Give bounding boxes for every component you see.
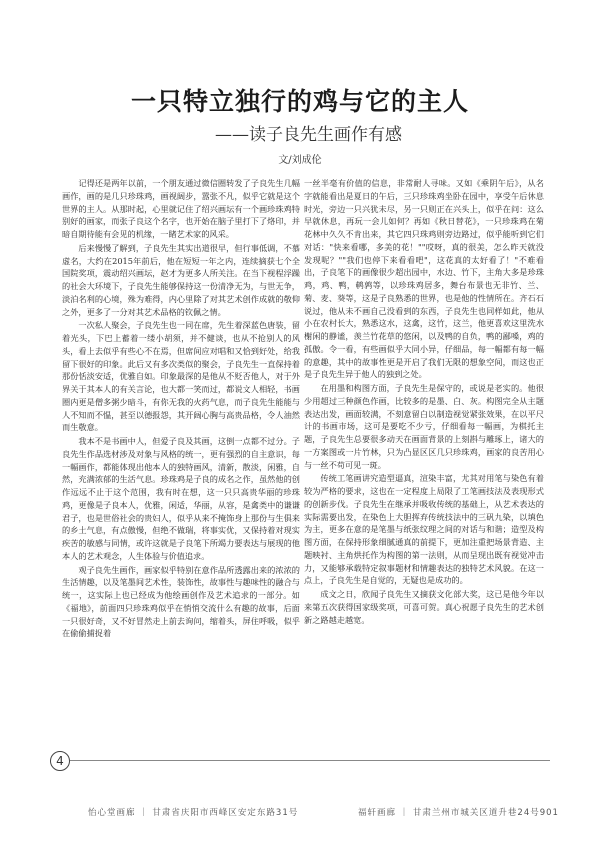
paragraph: 在用墨和构图方面，子良先生是保守的，或说是老实的。他很少用超过三种颜色作画，比较多的是墨、白、灰。构图完全从主题表达出发，画面较满，不刻意留白以制造视觉紧张效果，在以平尺计的书画市场，这可是要吃不少亏，仔细看每一幅画，为棋托主题，子良先生总要很多动天在画面背景的上刻斟与雕琢上，诸大的一方案图或一片竹林，只为凸显区区几只珍珠鸡，画家的良苦用心与一丝不苟可见一斑。	[304, 383, 544, 470]
article-subtitle: ——读子良先生画作有感	[215, 125, 402, 145]
article-byline: 文/刘成伦	[278, 155, 322, 166]
left-text-column	[62, 177, 300, 737]
footer-right-address: 福轩画廊 ｜ 甘肃兰州市城关区道升巷24号901	[358, 808, 559, 818]
footer-left-address: 怡心堂画廊 ｜ 甘肃省庆阳市西峰区安定东路31号	[88, 808, 299, 818]
paragraph: 我本不是书画中人，但爱子良及其画，这倒一点都不过分。子良先生作品选材涉及对象与风格的统一，更有强烈的自主意识，每一幅画作，都能体现出他本人的独特画风，清新，散淡，闲雅，自然，充满浓郁的生活气息。珍珠鸡是子良的成名之作，虽然他的创作远远不止于这个范围，我有时在想，这一只只高贵华丽的珍珠鸡，更像是子良本人，优雅，闲适，华丽，从容，是禽类中的谦谦君子，也是世俗社会的贵妇人，似乎从来不掩饰身上那份与生俱来的乡土气息，有点傲慢，但绝不做瑞，将事实优，又保持着对现实疾苦的敏感与同情，或许这就是子良笔下所竭力要表达与展现的他本人的艺术观念，人生体验与价值追求。	[62, 436, 300, 561]
paragraph: 一丝半毫有价值的信息，非常耐人寻味。又如《乘阴午后》，从名字就能看出是夏日的午后，三只珍珠鸡坐卧在园中，享受午后休息时光，旁边一只兴犹未尽，另一只则正在兴头上，似乎在问：这么早就休息，再玩一会儿如何？再如《秋日替花》，一只珍珠鸡在菊花林中久久不肯出来，其它四只珠鸡则旁边路过，似乎能听到它们对话："快来看哪，多美的花！""哎呀，真的很美，怎么昨天就没发现呢？""我们也停下来看看吧"，这花真的太好看了！"不难看出，子良笔下的画像很少超出园中，水边、竹下，主角大多是珍珠鸡，鸡、鸭，鹌鹑等，以珍珠鸡居多，舞台布景也无非竹、兰、菊、麦、葵等，这是子良熟悉的世界，也是他的性情所在。齐石石说过，他从未不画自己没看到的东西，子良先生也同样如此，他从小在农村长大，熟悉这水，这禽，这竹，这兰，他更喜欢这里洗水榭闲的静谧，羡兰竹花草的悠闲，以及鸭的自负，鸭的鄙嗓，鸡的孤傲。令一看，有些画似乎大同小异，仔细品，每一幅都有每一幅的意趣，其中的故事性更是开启了我们无限的想象空间，而这也正是子良先生异于他人的独到之处。	[304, 178, 544, 380]
article-title: 一只特立独行的鸡与它的主人	[130, 87, 469, 116]
paragraph: 后来慢慢了解到，子良先生其实出道很早，但行事低调，不慕虚名，大约在2015年前后，他在短短一年之内，连续摘获七个全国院奖项，震动绍兴画坛，赵才为更多人所关注。在当下视程浮躁的社会大环境下，子良先生能够保持这一份清净无为，与世无争，淡泊名利的心境，殊为难得，内心里除了对其艺术创作成就的敬仰之外，更多了一分对其艺术品格的钦佩之情。	[62, 242, 300, 317]
right-text-column	[304, 177, 544, 737]
paragraph: 一次私人聚会，子良先生也一同在席，先生着深蓝色唐装，留着光头，下巴上蓄着一缕小胡须，并不健谈，也从不抢别人的风头，看上去似乎有些心不在焉，但席间应对唱和又恰到好处，给我留下很好的印象。此后又有多次类似的聚会，子良先生一直保持着那份恬淡安适，优雅自如。印象最深的是他从不贬否他人，对于外界关于其本人的有关言论，也大都一笑而过，都说文人相轻，书画圈内更是僧多粥少暗斗，有你无我的火药气息，而子良先生能能与人不知而不愠，甚至以德报怨，其开阔心胸与高贵品格，令人油然而生敬意。	[62, 320, 300, 433]
paragraph: 记得还是两年以前，一个朋友通过微信圈转发了子良先生几幅画作，画的是几只珍珠鸡，画视阔步，嚣张不凡，似乎它就是这个世界的主人。从那时起，心里就记住了绍兴画坛有一个画珍珠鸡特别好的画家，而张子良这个名字，也开始在脑子里打下了烙印，并暗自期待能有会见的机缘，一睹艺术家的风采。	[62, 178, 300, 239]
paragraph: 观子良先生画作，画家似乎特别在意作品所透露出来的浓浓的生活情趣，以及笔墨间艺术性，装饰性，故事性与趣味性的融合与统一，这实际上也已经成为他绘画创作及艺术追求的一部分。如《福地》，前面四只珍珠鸡似乎在悄悄交流什么有趣的故事，后面一只很好奇，又不好冒然走上前去询问，缩着头，屏住呼吸，似乎在偷偷捕捉着	[62, 564, 300, 639]
page-number: 4	[50, 751, 70, 771]
footer-divider	[70, 760, 550, 761]
paragraph: 传统工笔画讲究造型逼真，渲染丰富，尤其对用笔与染色有着较为严格的要求，这也在一定程度上局限了工笔画技法及表现形式的创新步伐。子良先生在继承并吸收传统的基础上，从艺术表达的实际需要出发，在染色上大胆挥弃传统技法中的三矾九染，以填色为主，更多在意的是笔墨与纸张纹理之间的对话与和谐；造型及构图方面，在保持形象细腻通真的前提下，更加注重把场景背造、主题映衬、主角烘托作为构图的第一法则，从而呈现出既有视觉冲击力，又能够承载特定叙事题材和情趣表达的独特艺术风貌。在这一点上，子良先生是自觉的，无疑也是成功的。	[304, 473, 544, 586]
paragraph: 成文之日，欣闻子良先生又摘获文化部大奖，这已是他今年以来第五次获得国家级奖项，可喜可贺。真心祝愿子良先生的艺术创新之路越走越宽。	[304, 589, 544, 625]
